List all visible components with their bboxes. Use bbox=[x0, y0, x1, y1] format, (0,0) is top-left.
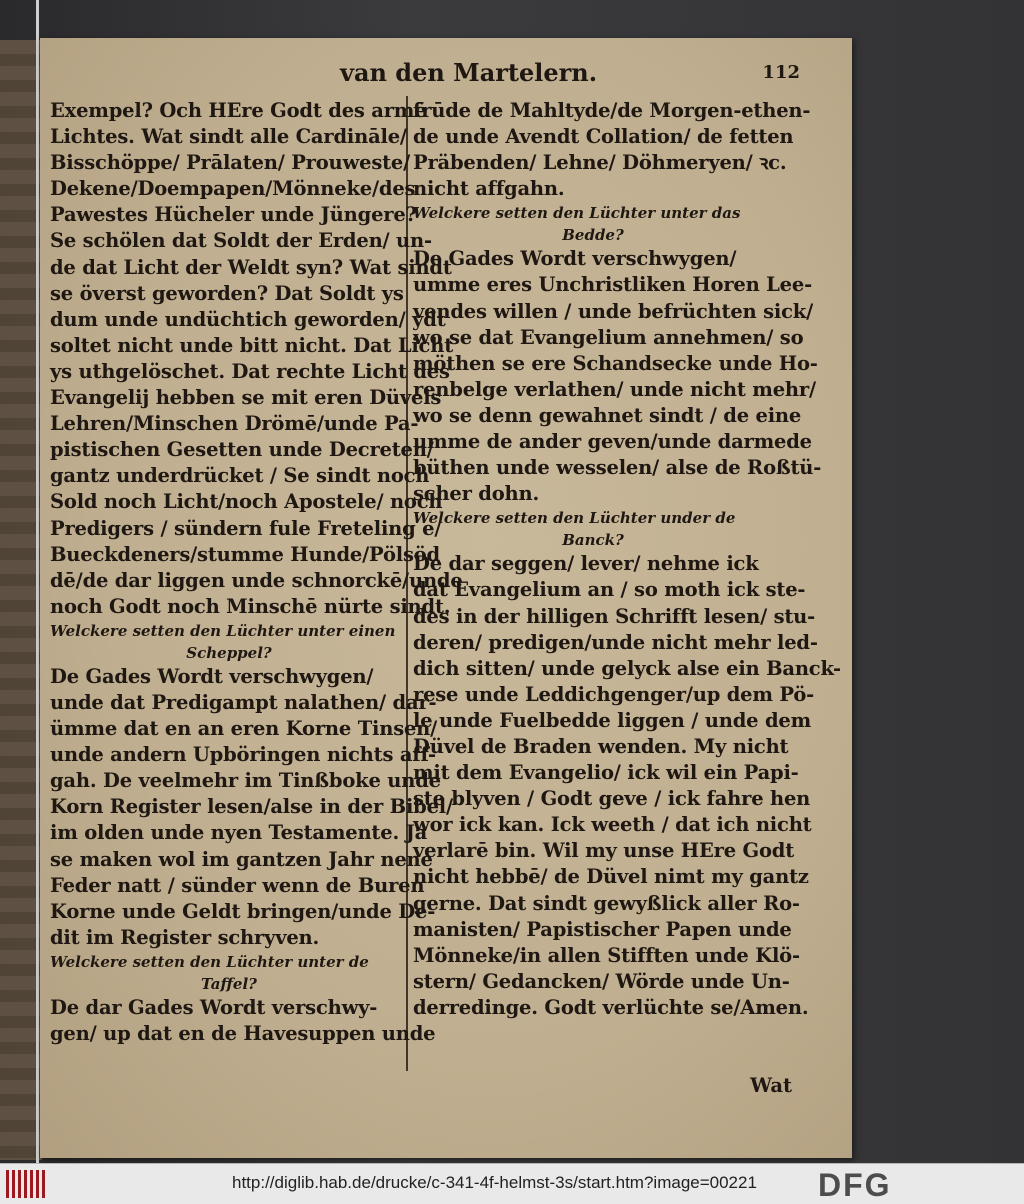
right-section-heading: Welckere setten den Lüchter under de bbox=[413, 509, 736, 528]
right-column bbox=[413, 98, 841, 1021]
left-text-line: Feder natt / sünder wenn de Buren bbox=[50, 873, 425, 897]
left-text-line: Se schölen dat Soldt der Erden/ un- bbox=[50, 229, 432, 253]
left-text-line: Predigers / sündern fule Freteling e/ bbox=[50, 516, 442, 540]
right-text-line: vendes willen / unde befrüchten sick/ bbox=[413, 299, 814, 323]
left-text-line: Bueckdeners/stumme Hunde/Pölsöd bbox=[50, 542, 440, 566]
left-text-line: Korn Register lesen/alse in der Bibel/ bbox=[50, 795, 453, 819]
right-text-line: rese unde Leddichgenger/up dem Pö- bbox=[413, 682, 815, 706]
left-text-line: ümme dat en an eren Korne Tinsen/ bbox=[50, 717, 438, 741]
right-text-line: verlarē bin. Wil my unse HEre Godt bbox=[413, 839, 795, 863]
left-text-line: de dat Licht der Weldt syn? Wat sindt bbox=[50, 255, 452, 279]
right-text-line: ste blyven / Godt geve / ick fahre hen bbox=[413, 787, 811, 811]
right-text-line: wor ick kan. Ick weeth / dat ich nicht bbox=[413, 813, 812, 837]
left-section-heading: Welckere setten den Lüchter unter de bbox=[50, 952, 369, 971]
page-number: 112 bbox=[762, 62, 800, 83]
page-header bbox=[340, 58, 800, 96]
right-text-line: derredinge. Godt verlüchte se/Amen. bbox=[413, 995, 809, 1019]
left-text-line: De dar Gades Wordt verschwy- bbox=[50, 995, 378, 1019]
right-text-line: mit dem Evangelio/ ick wil ein Papi- bbox=[413, 761, 799, 785]
right-text-line: dat Evangelium an / so moth ick ste- bbox=[413, 578, 806, 602]
left-text-line: se maken wol im gantzen Jahr nene bbox=[50, 847, 433, 871]
left-text-line: dum unde undüchtich geworden/ ydt bbox=[50, 307, 446, 331]
left-column bbox=[50, 98, 463, 1047]
right-text-line: de unde Avendt Collation/ de fetten bbox=[413, 125, 794, 149]
left-text-line: Bisschöppe/ Prālaten/ Prouweste/ bbox=[50, 151, 411, 175]
right-text-line: scher dohn. bbox=[413, 482, 540, 506]
right-text-line: manisten/ Papistischer Papen unde bbox=[413, 917, 792, 941]
left-text-line: soltet nicht unde bitt nicht. Dat Licht bbox=[50, 333, 454, 357]
left-text-line: pistischen Gesetten unde Decreten/ bbox=[50, 438, 434, 462]
right-text-line: wo se dat Evangelium annehmen/ so bbox=[413, 325, 804, 349]
left-section-heading: Welckere setten den Lüchter unter einen bbox=[50, 621, 396, 640]
left-text-line: se överst geworden? Dat Soldt ys bbox=[50, 281, 404, 305]
right-section-heading-cont: Bedde? bbox=[562, 226, 624, 245]
right-text-line: frūde de Mahltyde/de Morgen-ethen- bbox=[413, 99, 811, 122]
right-text-line: möthen se ere Schandsecke unde Ho- bbox=[413, 351, 818, 375]
left-text-line: im olden unde nyen Testamente. Ja bbox=[50, 821, 428, 845]
right-text-line: deren/ predigen/unde nicht mehr led- bbox=[413, 630, 818, 654]
page-url-link[interactable]: http://diglib.hab.de/drucke/c-341-4f-helmst-3s/start.htm?image=00221 bbox=[232, 1173, 757, 1192]
left-text-line: gah. De veelmehr im Tinßboke unde bbox=[50, 769, 441, 793]
left-text-line: Lichtes. Wat sindt alle Cardināle/ bbox=[50, 125, 407, 149]
right-text-line: De Gades Wordt verschwygen/ bbox=[413, 247, 737, 271]
left-text-line: gen/ up dat en de Havesuppen unde bbox=[50, 1022, 436, 1045]
running-head: van den Martelern. bbox=[340, 58, 598, 87]
right-text-line: stern/ Gedancken/ Wörde unde Un- bbox=[413, 969, 790, 993]
right-text-line: De dar seggen/ lever/ nehme ick bbox=[413, 552, 759, 576]
left-text-line: Pawestes Hücheler unde Jüngere? bbox=[50, 203, 417, 227]
scanned-page bbox=[40, 38, 852, 1158]
left-text-line: Korne unde Geldt bringen/unde De- bbox=[50, 899, 436, 923]
left-text-line: ys uthgelöschet. Dat rechte Licht des bbox=[50, 359, 450, 383]
left-text-line: dē/de dar liggen unde schnorckē/unde bbox=[50, 568, 463, 592]
right-text-line: Präbenden/ Lehne/ Döhmeryen/ ꝛc. bbox=[413, 151, 787, 175]
left-text-line: Sold noch Licht/noch Apostele/ noch bbox=[50, 490, 443, 514]
viewer-footer bbox=[0, 1163, 1024, 1204]
right-text-line: des in der hilligen Schrifft lesen/ stu- bbox=[413, 604, 816, 628]
left-section-heading-cont: Scheppel? bbox=[186, 643, 272, 662]
left-text-line: Exempel? Och HEre Godt des armē bbox=[50, 99, 427, 122]
left-text-line: unde andern Upböringen nichts aff- bbox=[50, 743, 436, 767]
right-text-line: renbelge verlathen/ unde nicht mehr/ bbox=[413, 377, 816, 401]
left-text-line: noch Godt noch Minschē nürte sindt. bbox=[50, 594, 451, 618]
right-section-heading-cont: Banck? bbox=[562, 531, 624, 550]
dfg-logo: DFG bbox=[818, 1167, 892, 1203]
right-text-line: nicht affgahn. bbox=[413, 177, 565, 201]
left-text-line: Evangelij hebben se mit eren Düvels bbox=[50, 386, 442, 410]
right-text-line: wo se denn gewahnet sindt / de eine bbox=[413, 403, 802, 427]
right-text-line: le unde Fuelbedde liggen / unde dem bbox=[413, 708, 812, 732]
right-text-line: umme de ander geven/unde darmede bbox=[413, 430, 812, 454]
book-spine bbox=[36, 0, 39, 1163]
right-text-line: Mönneke/in allen Stifften unde Klö- bbox=[413, 943, 800, 967]
right-text-line: Düvel de Braden wenden. My nicht bbox=[413, 734, 789, 758]
left-text-line: Lehren/Minschen Drömē/unde Pa- bbox=[50, 412, 419, 436]
right-text-line: dich sitten/ unde gelyck alse ein Banck- bbox=[413, 656, 841, 680]
right-text-line: nicht hebbē/ de Düvel nimt my gantz bbox=[413, 865, 809, 889]
left-text-line: dit im Register schryven. bbox=[50, 925, 320, 949]
right-text-line: gerne. Dat sindt gewyßlick aller Ro- bbox=[413, 891, 800, 915]
right-text-line: büthen unde wesselen/ alse de Roßtü- bbox=[413, 456, 822, 480]
left-text-line: Dekene/Doempapen/Mönneke/des bbox=[50, 177, 416, 201]
catchword: Wat bbox=[750, 1074, 792, 1097]
left-text-line: unde dat Predigampt nalathen/ dar- bbox=[50, 690, 437, 714]
left-text-line: gantz underdrücket / Se sindt noch bbox=[50, 464, 430, 488]
library-logo-icon bbox=[6, 1170, 46, 1198]
right-section-heading: Welckere setten den Lüchter unter das bbox=[413, 204, 741, 223]
left-section-heading-cont: Taffel? bbox=[201, 974, 257, 993]
right-text-line: umme eres Unchristliken Horen Lee- bbox=[413, 273, 812, 297]
left-text-line: De Gades Wordt verschwygen/ bbox=[50, 664, 374, 688]
